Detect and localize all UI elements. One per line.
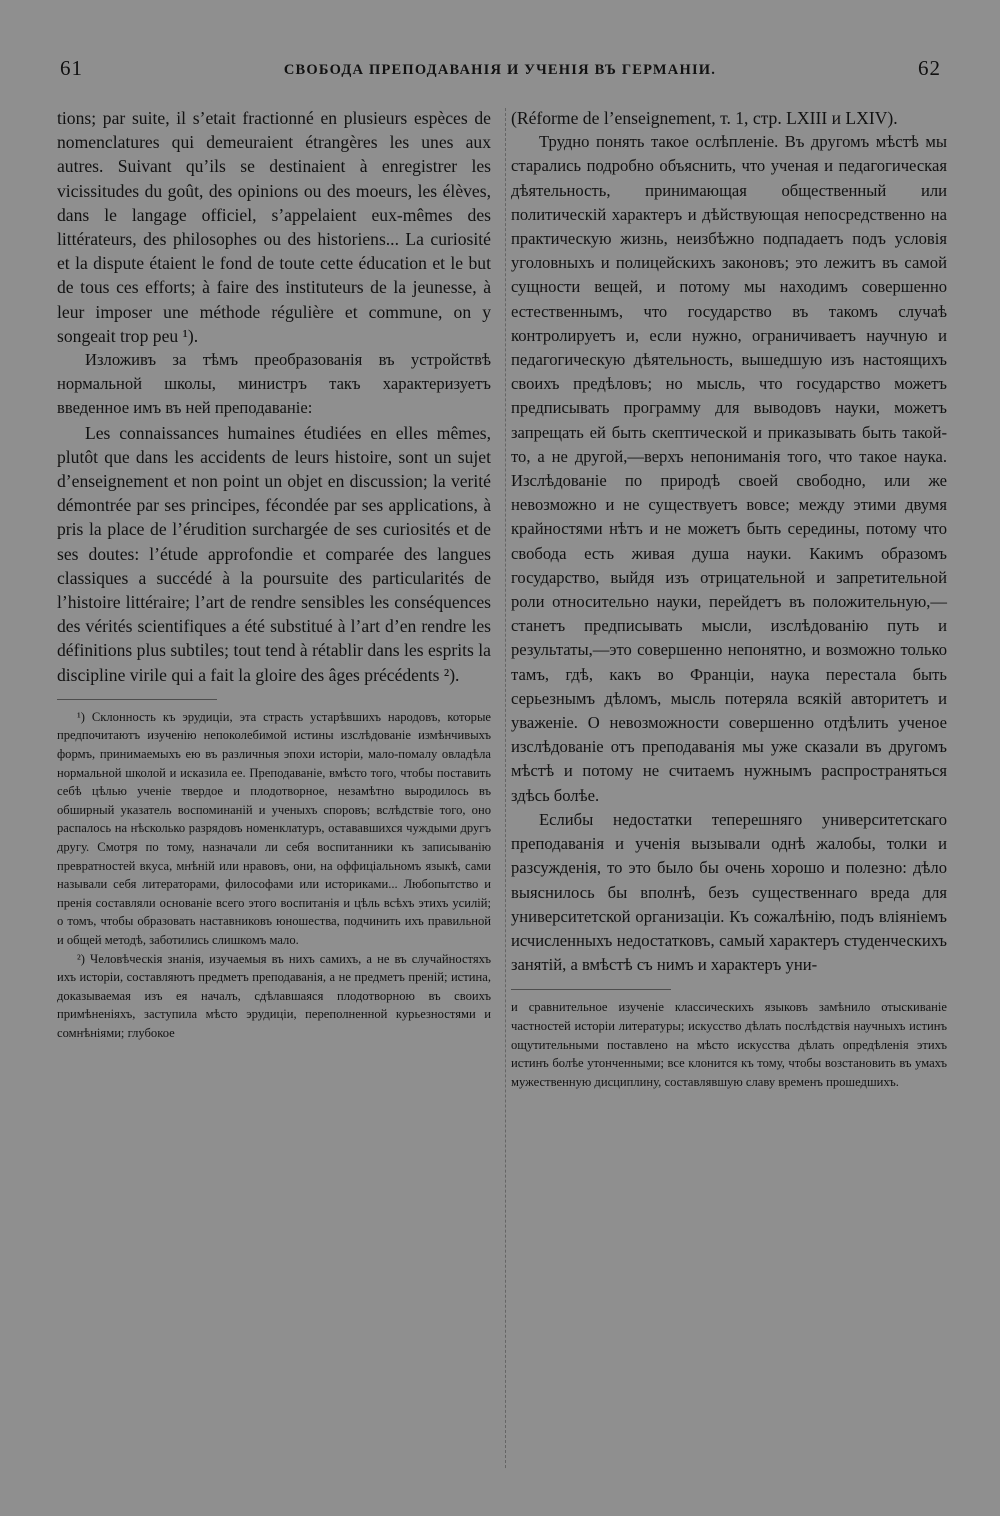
paragraph-citation: (Réforme de l’enseignement, т. 1, стр. LXIII и LXIV). [511, 108, 898, 128]
column-divider [505, 108, 506, 1468]
right-column [511, 106, 947, 1091]
paragraph-french-quote-continued: tions; par suite, il s’etait fractionné en plusieurs espèces de nomenclatures qui demeuraient étrangères les unes aux autres. Suivant qu’ils se destinaient à enregistrer les vicissitudes du goût, des opinions ou des moeurs, les élèves, dans le langage officiel, s’appelaient eux-mêmes des littérateurs, des philosophes ou des historiens... La curiosité et la dispute étaient le fond de toute cette éducation et le but de tous ces efforts; à faire des instituteurs de la jeunesse, à leur imposer une méthode régulière et commune, on y songeait trop peu ¹). [57, 108, 491, 346]
running-header [0, 0, 1000, 90]
paragraph-main-1: Трудно понять такое ослѣпленіе. Въ другомъ мѣстѣ мы старались подробно объяснить, что ученая и педагогическая дѣятельность, принимающая общественный или политическій характеръ и дѣйствующая непосредственно на практическую жизнь, неизбѣжно подпадаетъ подъ условія уголовныхъ и полицейскихъ законовъ; это лежитъ въ самой сущности вещей, и потому мы находимъ совершенно естественнымъ, что государство въ такомъ случаѣ контролируетъ и, если нужно, ограничиваетъ научную и педагогическую дѣятельность, вышедшую изъ настоящихъ своихъ предѣловъ; но мысль, что государство можетъ предписывать программу для выводовъ науки, можетъ запрещать ей быть скептической и приказывать быть такой-то, а не другой,—верхъ непониманія того, что такое наука. Изслѣдованіе по природѣ своей свободно, или же невозможно и не существуетъ вовсе; между этими двумя крайностями нѣтъ и не можетъ быть середины, потому что свобода есть живая душа науки. Какимъ образомъ государство, выйдя изъ отрицательной и запретительной роли относительно науки, перейдетъ въ положительную,—станетъ предписывать мысли, изслѣдованію путь и результаты,—это совершенно непонятно, и возможно только тамъ, гдѣ, какъ во Франціи, наука перестала быть серьезнымъ дѣломъ, мысль потеряла всякій авторитетъ и уваженіе. О невозможности совершенно отдѣлить ученое изслѣдованіе отъ преподаванія мы уже сказали въ другомъ мѣстѣ и потому не считаемъ нужнымъ распространяться здѣсь болѣе. [511, 132, 947, 805]
footnote-1: ¹) Склонность къ эрудиціи, эта страсть устарѣвшихъ народовъ, которые предпочитаютъ изученію непоколебимой истины изслѣдованіе измѣнчивыхъ формъ, принимаемыхъ ею въ различныя эпохи исторіи, мало-помалу овладѣла нормальной школой и исказила ее. Преподаваніе, вмѣсто того, чтобы поставить себѣ цѣлью ученіе твердое и плодотворное, незамѣтно выродилось въ обширный указатель воспоминаній и ученыхъ споровъ; вслѣдствіе того, оно распалось на нѣсколько разрядовъ номенклатуръ, остававшихся чуждыми другъ другу. Смотря по тому, назначали ли себя воспитанники къ записыванію превратностей вкуса, мнѣній или нравовъ, они, на оффиціальномъ языкѣ, сами называли себя литераторами, философами или историками... Любопытство и пренія составляли основаніе всего этого воспитанія и цѣль всѣхъ этихъ усилій; о томъ, чтобы образовать наставниковъ юношества, подчинить ихъ правильной и общей методѣ, заботились слишкомъ мало. [57, 709, 491, 947]
paragraph-main-2: Еслибы недостатки теперешняго университетскаго преподаванія и ученія вызывали однѣ жалобы, толки и разсужденія, то это было бы очень хорошо и полезно: дѣло выяснилось бы вполнѣ, безъ существеннаго вреда для университетской организаціи. Къ сожалѣнію, подъ вліяніемъ исчисленныхъ недостатковъ, самый характеръ студенческихъ занятій, а вмѣстѣ съ нимъ и характеръ уни- [511, 809, 947, 975]
paragraph-french-quote: Les connaissances humaines étudiées en elles mêmes, plutôt que dans les accidents de leurs histoire, sont un sujet d’enseignement et non point un objet en discussion; la verité démontrée par ses principes, fécondée par ses applications, à pris la place de l’érudition surchargée de ses curiosités et de ses doutes: l’étude approfondie et comparée des langues classiques a succédé à la poursuite des particularités de l’histoire littéraire; l’art de rendre sensibles les conséquences des vérités scientifiques a été substitué à l’art d’en rendre les définitions plus subtiles; tout tend à rétablir dans les esprits la discipline virile qui a fait la gloire des âges précédents ²). [57, 422, 491, 685]
footnote-separator-right [511, 989, 671, 990]
footnote-separator [57, 699, 217, 700]
page-number-right: 62 [918, 56, 941, 80]
footnote-2-continuation: и сравнительное изученіе классическихъ языковъ замѣнило отыскиваніе частностей исторіи литературы; искусство дѣлать послѣдствія научныхъ истинъ ощутительными поставлено на мѣсто искусства дѣлать опредѣленія этихъ истинъ болѣе утонченными; все клонится къ тому, чтобы возстановить въ умахъ мужественную дисциплину, составлявшую славу временъ прошедшихъ. [511, 1000, 947, 1089]
left-column [57, 106, 491, 1043]
running-title: СВОБОДА ПРЕПОДАВАНІЯ И УЧЕНІЯ ВЪ ГЕРМАНІИ. [283, 62, 717, 78]
footnote-2: ²) Человѣческія знанія, изучаемыя въ нихъ самихъ, а не въ случайностяхъ ихъ исторіи, составляютъ предметъ преподаванія, а не предметъ преній; истина, доказываемая изъ ея началъ, сдѣлавшаяся плодотворною въ своихъ примѣненіяхъ, заступила мѣсто эрудиціи, переполненной курьезностями и сомнѣніями; глубокое [57, 951, 491, 1040]
page-number-left: 61 [60, 56, 83, 80]
paragraph-russian-intro: Изложивъ за тѣмъ преобразованія въ устройствѣ нормальной школы, министръ такъ характеризуетъ введенное имъ въ ней преподаваніе: [57, 350, 491, 418]
